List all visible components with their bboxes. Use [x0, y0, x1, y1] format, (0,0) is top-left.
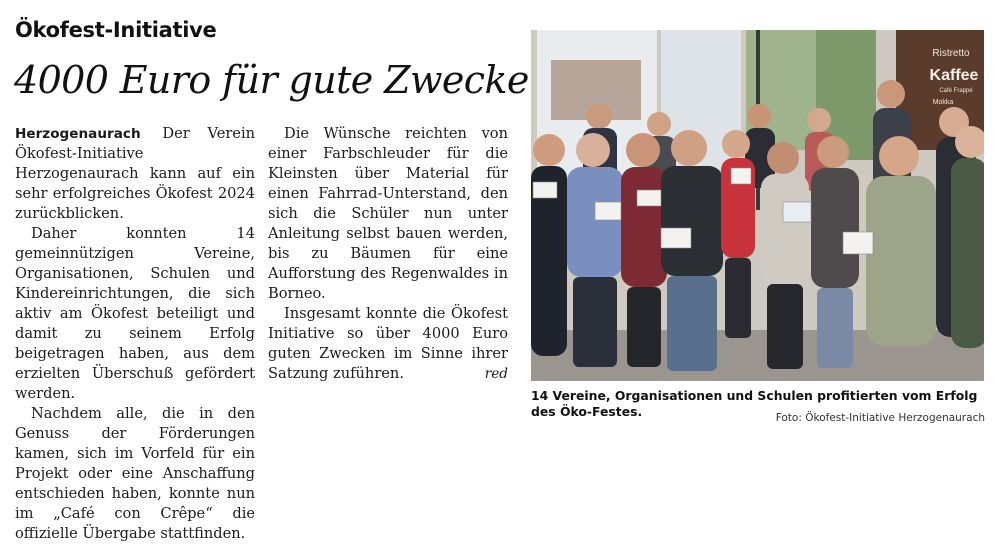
article-paragraph-5: Insgesamt konnte die Ökofest Initiative so über 4000 Euro guten Zwecken im Sinne ihrer Satzung zuführen.	[268, 305, 508, 382]
sign-text-4: Mokka	[932, 99, 954, 106]
photo-credit: Foto: Ökofest-Initiative Herzogenaurach	[775, 412, 985, 424]
article-paragraph-4: Die Wünsche reichten von einer Farbschleuder für die Kleinsten über Material für einen Fahrrad-Unterstand, den sich die Schüler nun unter Anleitung selbst bauen werden, bis zu Bäumen für eine Aufforstung des Regenwaldes in Borneo.	[268, 125, 508, 302]
group-photo	[531, 30, 984, 381]
article-headline: 4000 Euro für gute Zwecke	[14, 58, 529, 102]
article-paragraph-3: Nachdem alle, die in den Genuss der Förderungen kamen, sich im Vorfeld für ein Projekt oder eine Anschaffung entschieden haben, konnte nun im „Café con Crêpe“ die offizielle Übergabe stattfinden.	[15, 405, 255, 542]
article-paragraph-1: Herzogenaurach Der Verein Ökofest-Initiative Herzogenaurach kann auf ein sehr erfolgreiches Ökofest 2024 zurückblicken.	[15, 125, 256, 222]
article-paragraph-2: Daher konnten 14 gemeinnützigen Vereine, Organisationen, Schulen und Kindereinrichtungen, die sich aktiv am Ökofest beteiligt und damit zu seinem Erfolg beigetragen haben, aus dem erzielten Überschuß gefördert werden.	[15, 225, 255, 402]
photo-caption: 14 Vereine, Organisationen und Schulen profitierten vom Erfolg des Öko-Festes.	[531, 388, 978, 419]
article-column-2	[268, 124, 508, 384]
sign-text-3: Café Frappé	[939, 88, 973, 94]
article-kicker: Ökofest-Initiative	[15, 18, 217, 42]
article-column-1	[15, 124, 255, 544]
article-author: red	[484, 366, 508, 382]
group-photo-illustration	[531, 30, 984, 381]
sign-text-2: Kaffee	[929, 67, 979, 84]
article-dateline: Herzogenaurach	[15, 126, 141, 142]
sign-text-1: Ristretto	[932, 48, 970, 59]
